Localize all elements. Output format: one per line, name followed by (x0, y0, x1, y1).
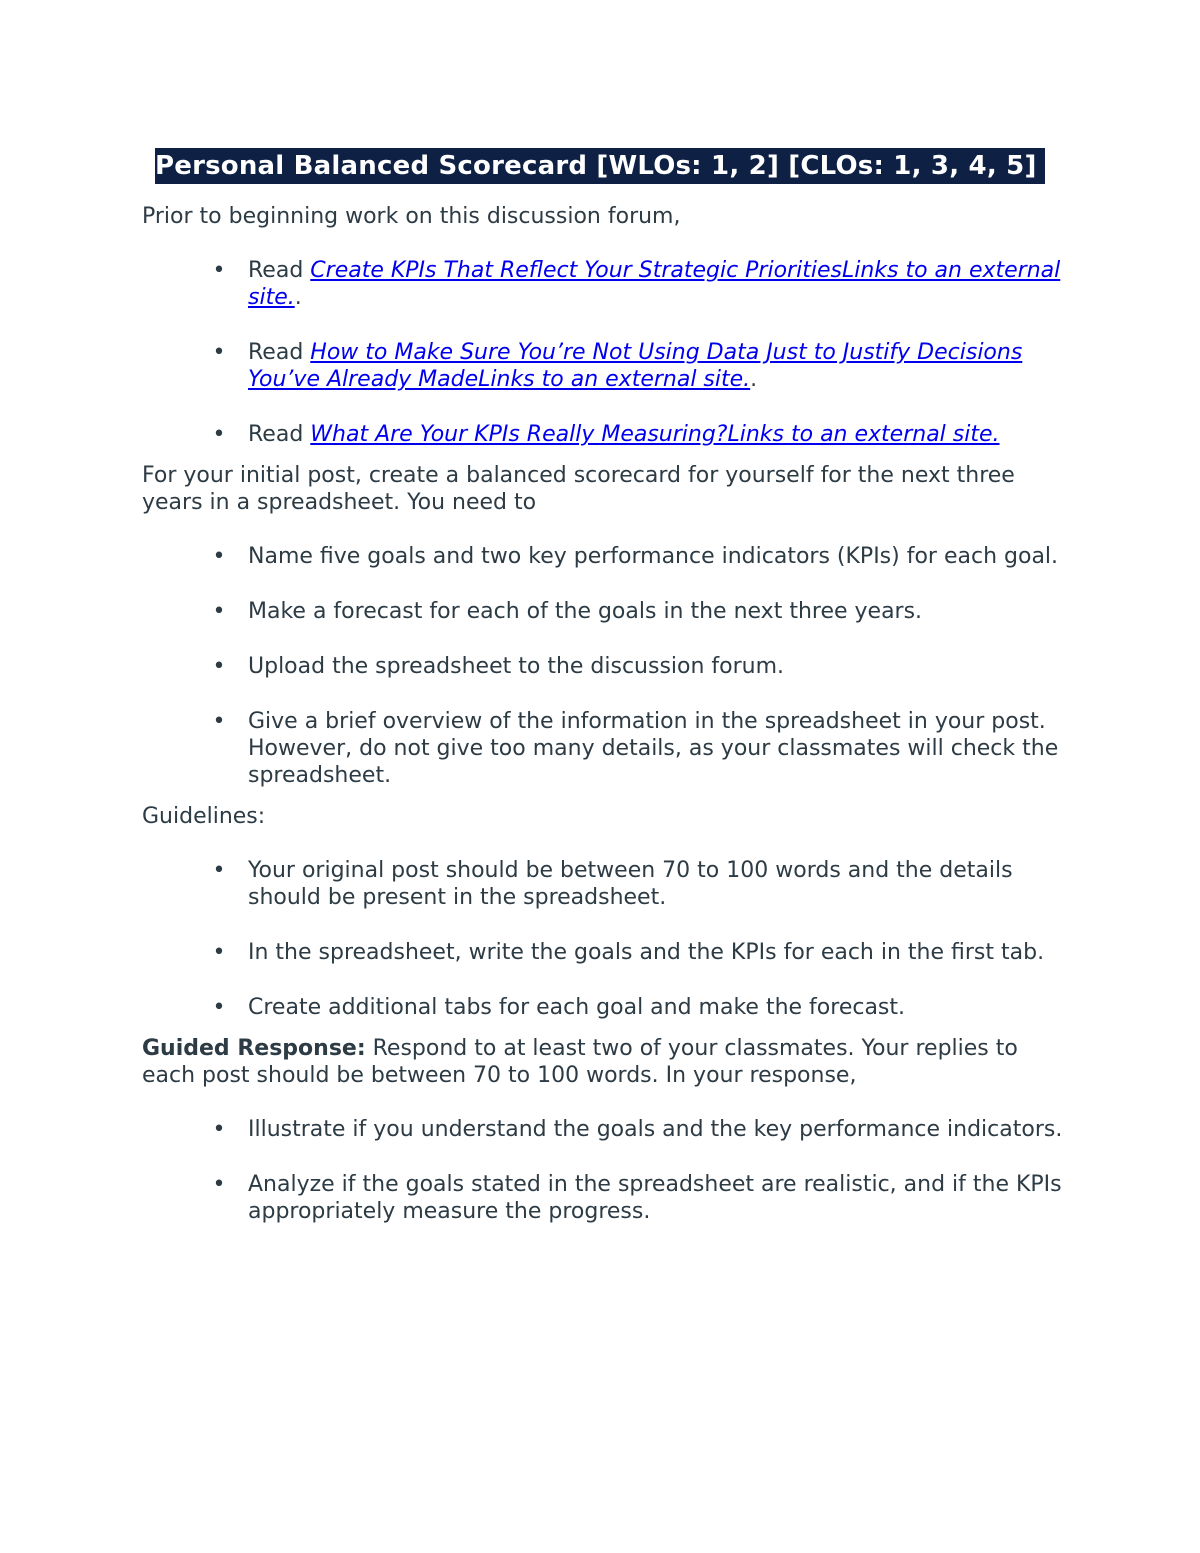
intro-text: Prior to beginning work on this discussion forum, (142, 204, 681, 229)
reading-link-create-kpis[interactable]: Create KPIs That Reflect Your Strategic PrioritiesLinks to an external site. (248, 258, 1061, 310)
list-item: • In the spreadsheet, write the goals and the KPIs for each in the first tab. (212, 940, 1045, 965)
readings-list (142, 257, 1072, 448)
document-page (142, 148, 1072, 1239)
reading-link-kpis-measuring[interactable]: What Are Your KPIs Really Measuring?Links to an external site. (310, 422, 1000, 447)
bullet-icon: • (212, 1117, 226, 1142)
guidelines-list (142, 857, 1072, 1021)
guidelines-heading: Guidelines: (142, 804, 266, 829)
list-item: • Give a brief overview of the information in the spreadsheet in your post. However, do not give too many details, as your classmates will check the spreadsheet. (212, 709, 1059, 788)
guided-response-label: Guided Response: (142, 1036, 366, 1061)
list-item: • Create additional tabs for each goal and make the forecast. (212, 995, 906, 1020)
bullet-icon: • (212, 940, 226, 965)
bullet-icon: • (212, 858, 226, 883)
list-item: • Upload the spreadsheet to the discussion forum. (212, 654, 785, 679)
reading-link-data-decisions[interactable]: How to Make Sure You’re Not Using Data Just to Justify Decisions You’ve Already MadeLinks to an external site. (248, 340, 1023, 392)
list-item: • Read How to Make Sure You’re Not Using Data Just to Justify Decisions You’ve Already MadeLinks to an external site.. (212, 340, 1023, 392)
list-item: • Your original post should be between 70 to 100 words and the details should be present in the spreadsheet. (212, 858, 1013, 910)
bullet-icon: • (212, 422, 226, 447)
bullet-icon: • (212, 654, 226, 679)
page-title: Personal Balanced Scorecard [WLOs: 1, 2] [CLOs: 1, 3, 4, 5] (155, 148, 1045, 184)
bullet-icon: • (212, 544, 226, 569)
bullet-icon: • (212, 258, 226, 283)
bullet-icon: • (212, 340, 226, 365)
response-list (142, 1116, 1072, 1225)
bullet-icon: • (212, 709, 226, 734)
list-item: • Read Create KPIs That Reflect Your Strategic PrioritiesLinks to an external site.. (212, 258, 1061, 310)
list-item: • Illustrate if you understand the goals and the key performance indicators. (212, 1117, 1063, 1142)
list-item: • Make a forecast for each of the goals in the next three years. (212, 599, 923, 624)
list-item: • Name five goals and two key performance indicators (KPIs) for each goal. (212, 544, 1059, 569)
guided-response-text: Guided Response: Respond to at least two of your classmates. Your replies to each post should be between 70 to 100 words. In your response, (142, 1036, 1018, 1088)
list-item: • Analyze if the goals stated in the spreadsheet are realistic, and if the KPIs appropriately measure the progress. (212, 1172, 1062, 1224)
initial-post-text: For your initial post, create a balanced scorecard for yourself for the next three years in a spreadsheet. You need to (142, 463, 1015, 515)
bullet-icon: • (212, 995, 226, 1020)
tasks-list (142, 543, 1072, 789)
bullet-icon: • (212, 599, 226, 624)
bullet-icon: • (212, 1172, 226, 1197)
list-item: • Read What Are Your KPIs Really Measuring?Links to an external site. (212, 422, 1000, 447)
